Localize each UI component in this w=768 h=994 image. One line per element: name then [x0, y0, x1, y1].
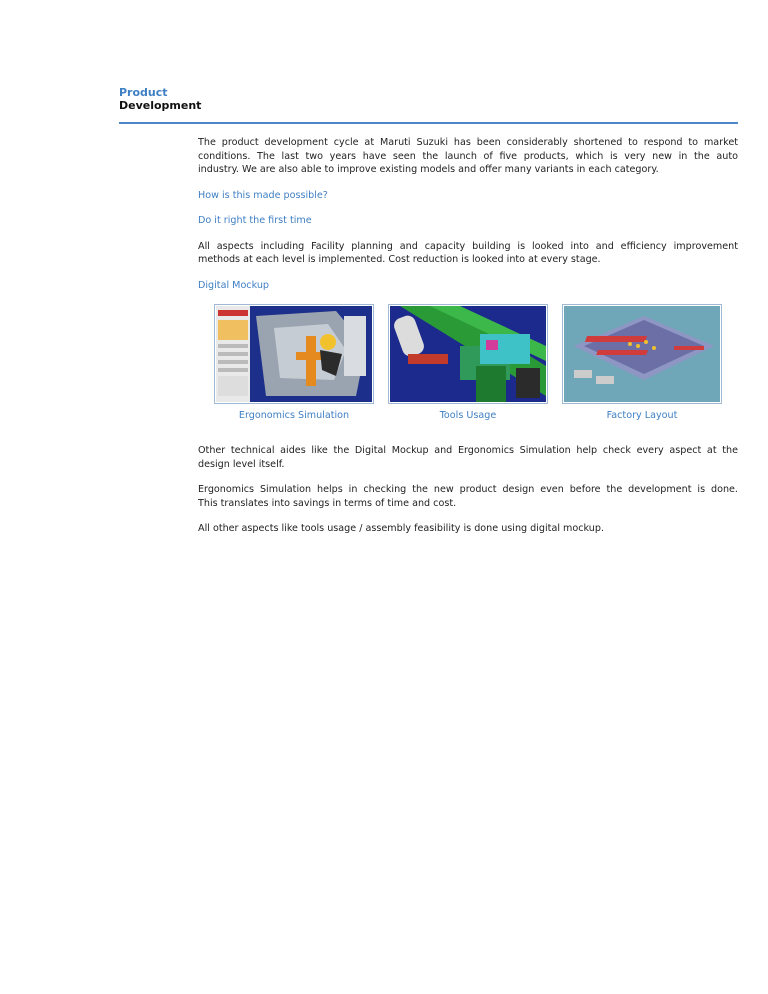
main-content [198, 136, 738, 548]
factory-layout-image[interactable] [562, 304, 722, 404]
text-line: This translates into savings in terms of time and cost. [198, 497, 457, 509]
factory-layout-render [564, 306, 720, 402]
ergonomics-simulation-image[interactable] [214, 304, 374, 404]
tools-usage-image[interactable] [388, 304, 548, 404]
text-line: design level itself. [198, 458, 285, 470]
text-line: Other technical aides like the Digital Mockup and Ergonomics Simulation help check every aspect at the [198, 445, 738, 456]
ergonomics-paragraph [198, 483, 738, 510]
text-line: methods at each level is implemented. Cost reduction is looked into at every stage. [198, 254, 601, 265]
page-title [119, 86, 201, 112]
caption-ergonomics-simulation[interactable]: Ergonomics Simulation [238, 410, 350, 421]
text-line: The product development cycle at Maruti Suzuki has been considerably shortened to respond to market [198, 137, 738, 148]
link-how-possible[interactable]: How is this made possible? [198, 189, 328, 201]
mockup-paragraph: All other aspects like tools usage / assembly feasibility is done using digital mockup. [198, 523, 605, 534]
title-line-development: Development [119, 99, 202, 112]
text-line: industry. We are also able to improve existing models and offer many variants in each category. [198, 164, 659, 175]
caption-factory-layout[interactable]: Factory Layout [606, 410, 678, 421]
facility-paragraph [198, 240, 738, 267]
image-gallery [198, 304, 738, 434]
text-line: conditions. The last two years have seen the launch of five products, which is very new in the auto [198, 150, 738, 162]
link-do-it-right[interactable]: Do it right the first time [198, 215, 312, 226]
title-line-product: Product [119, 86, 168, 99]
technical-aides-paragraph [198, 444, 738, 471]
text-line: All aspects including Facility planning and capacity building is looked into and efficiency improvement [198, 240, 738, 252]
ergonomics-render [216, 306, 372, 402]
link-digital-mockup[interactable]: Digital Mockup [198, 279, 270, 291]
caption-tools-usage[interactable]: Tools Usage [439, 410, 497, 421]
header-divider [119, 122, 738, 124]
tools-usage-render [390, 306, 546, 402]
text-line: Ergonomics Simulation helps in checking the new product design even before the development is done. [198, 484, 738, 495]
intro-paragraph [198, 136, 738, 177]
